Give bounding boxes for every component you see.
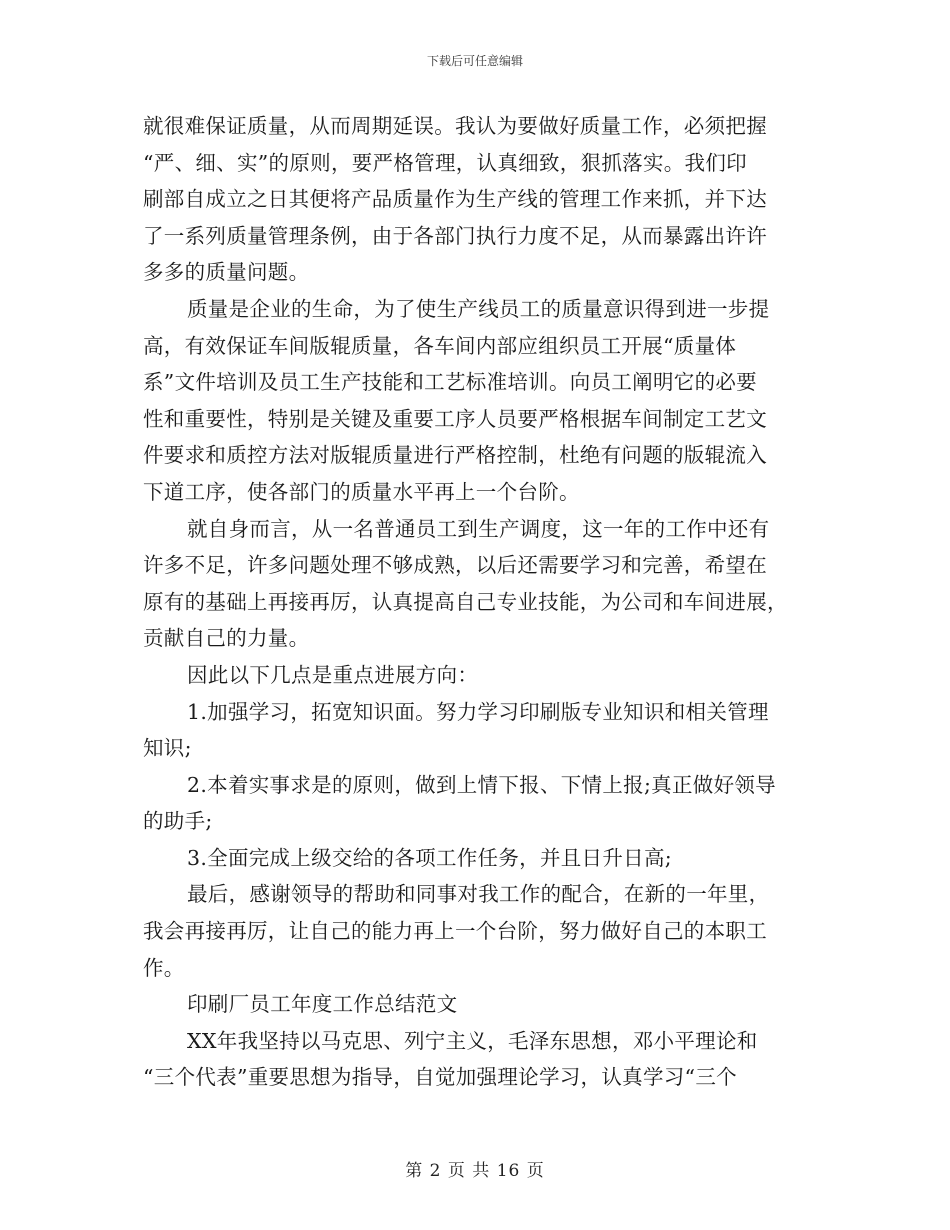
- text-line: 下道工序，使各部门的质量水平再上一个台阶。: [143, 479, 580, 504]
- text-line: “严、细、实”的原则，要严格管理，认真细致，狠抓落实。我们印: [143, 150, 747, 175]
- text-line: 作。: [143, 955, 185, 980]
- text-line: 许多不足，许多问题处理不够成熟，以后还需要学习和完善，希望在: [143, 553, 767, 578]
- text-line: 了一系列质量管理条例，由于各部门执行力度不足，从而暴露出许许: [143, 223, 767, 248]
- text-line: 因此以下几点是重点进展方向：: [187, 662, 479, 687]
- page-header: 下载后可任意编辑: [426, 54, 523, 68]
- text-line: 性和重要性，特别是关键及重要工序人员要严格根据车间制定工艺文: [143, 406, 767, 431]
- text-line: 的助手;: [143, 809, 213, 834]
- text-line: 件要求和质控方法对版辊质量进行严格控制，杜绝有问题的版辊流入: [143, 443, 767, 468]
- text-line: 印刷厂员工年度工作总结范文: [187, 992, 458, 1017]
- text-line: 3.全面完成上级交给的各项工作任务，并且日升日高;: [187, 845, 672, 870]
- text-line: 1.加强学习，拓宽知识面。努力学习印刷版专业知识和相关管理: [187, 699, 769, 724]
- text-line: 高，有效保证车间版辊质量，各车间内部应组织员工开展“质量体: [143, 333, 737, 358]
- text-line: 就很难保证质量，从而周期延误。我认为要做好质量工作，必须把握: [143, 114, 767, 138]
- text-line: 原有的基础上再接再厉，认真提高自己专业技能，为公司和车间进展，: [143, 589, 788, 614]
- text-line: 系”文件培训及员工生产技能和工艺标准培训。向员工阐明它的必要: [143, 370, 757, 395]
- page-footer: 第 2 页 共 16 页: [405, 1161, 545, 1181]
- text-line: 多多的质量问题。: [143, 260, 310, 285]
- text-line: 我会再接再厉，让自己的能力再上一个台阶，努力做好自己的本职工: [143, 919, 767, 944]
- text-line: 贡献自己的力量。: [143, 626, 310, 651]
- text-line: 最后，感谢领导的帮助和同事对我工作的配合，在新的一年里，: [187, 882, 770, 907]
- text-line: 就自身而言，从一名普通员工到生产调度，这一年的工作中还有: [187, 516, 770, 541]
- document-body: [143, 108, 808, 1096]
- text-line: “三个代表”重要思想为指导，自觉加强理论学习，认真学习“三个: [143, 1065, 737, 1090]
- text-line: 2.本着实事求是的原则，做到上情下报、下情上报;真正做好领导: [187, 772, 776, 797]
- text-line: 知识;: [143, 736, 192, 761]
- text-line: 质量是企业的生命，为了使生产线员工的质量意识得到进一步提: [187, 296, 770, 321]
- text-line: 刷部自成立之日其便将产品质量作为生产线的管理工作来抓，并下达: [143, 187, 767, 212]
- text-line: XX年我坚持以马克思、列宁主义，毛泽东思想，邓小平理论和: [187, 1028, 758, 1053]
